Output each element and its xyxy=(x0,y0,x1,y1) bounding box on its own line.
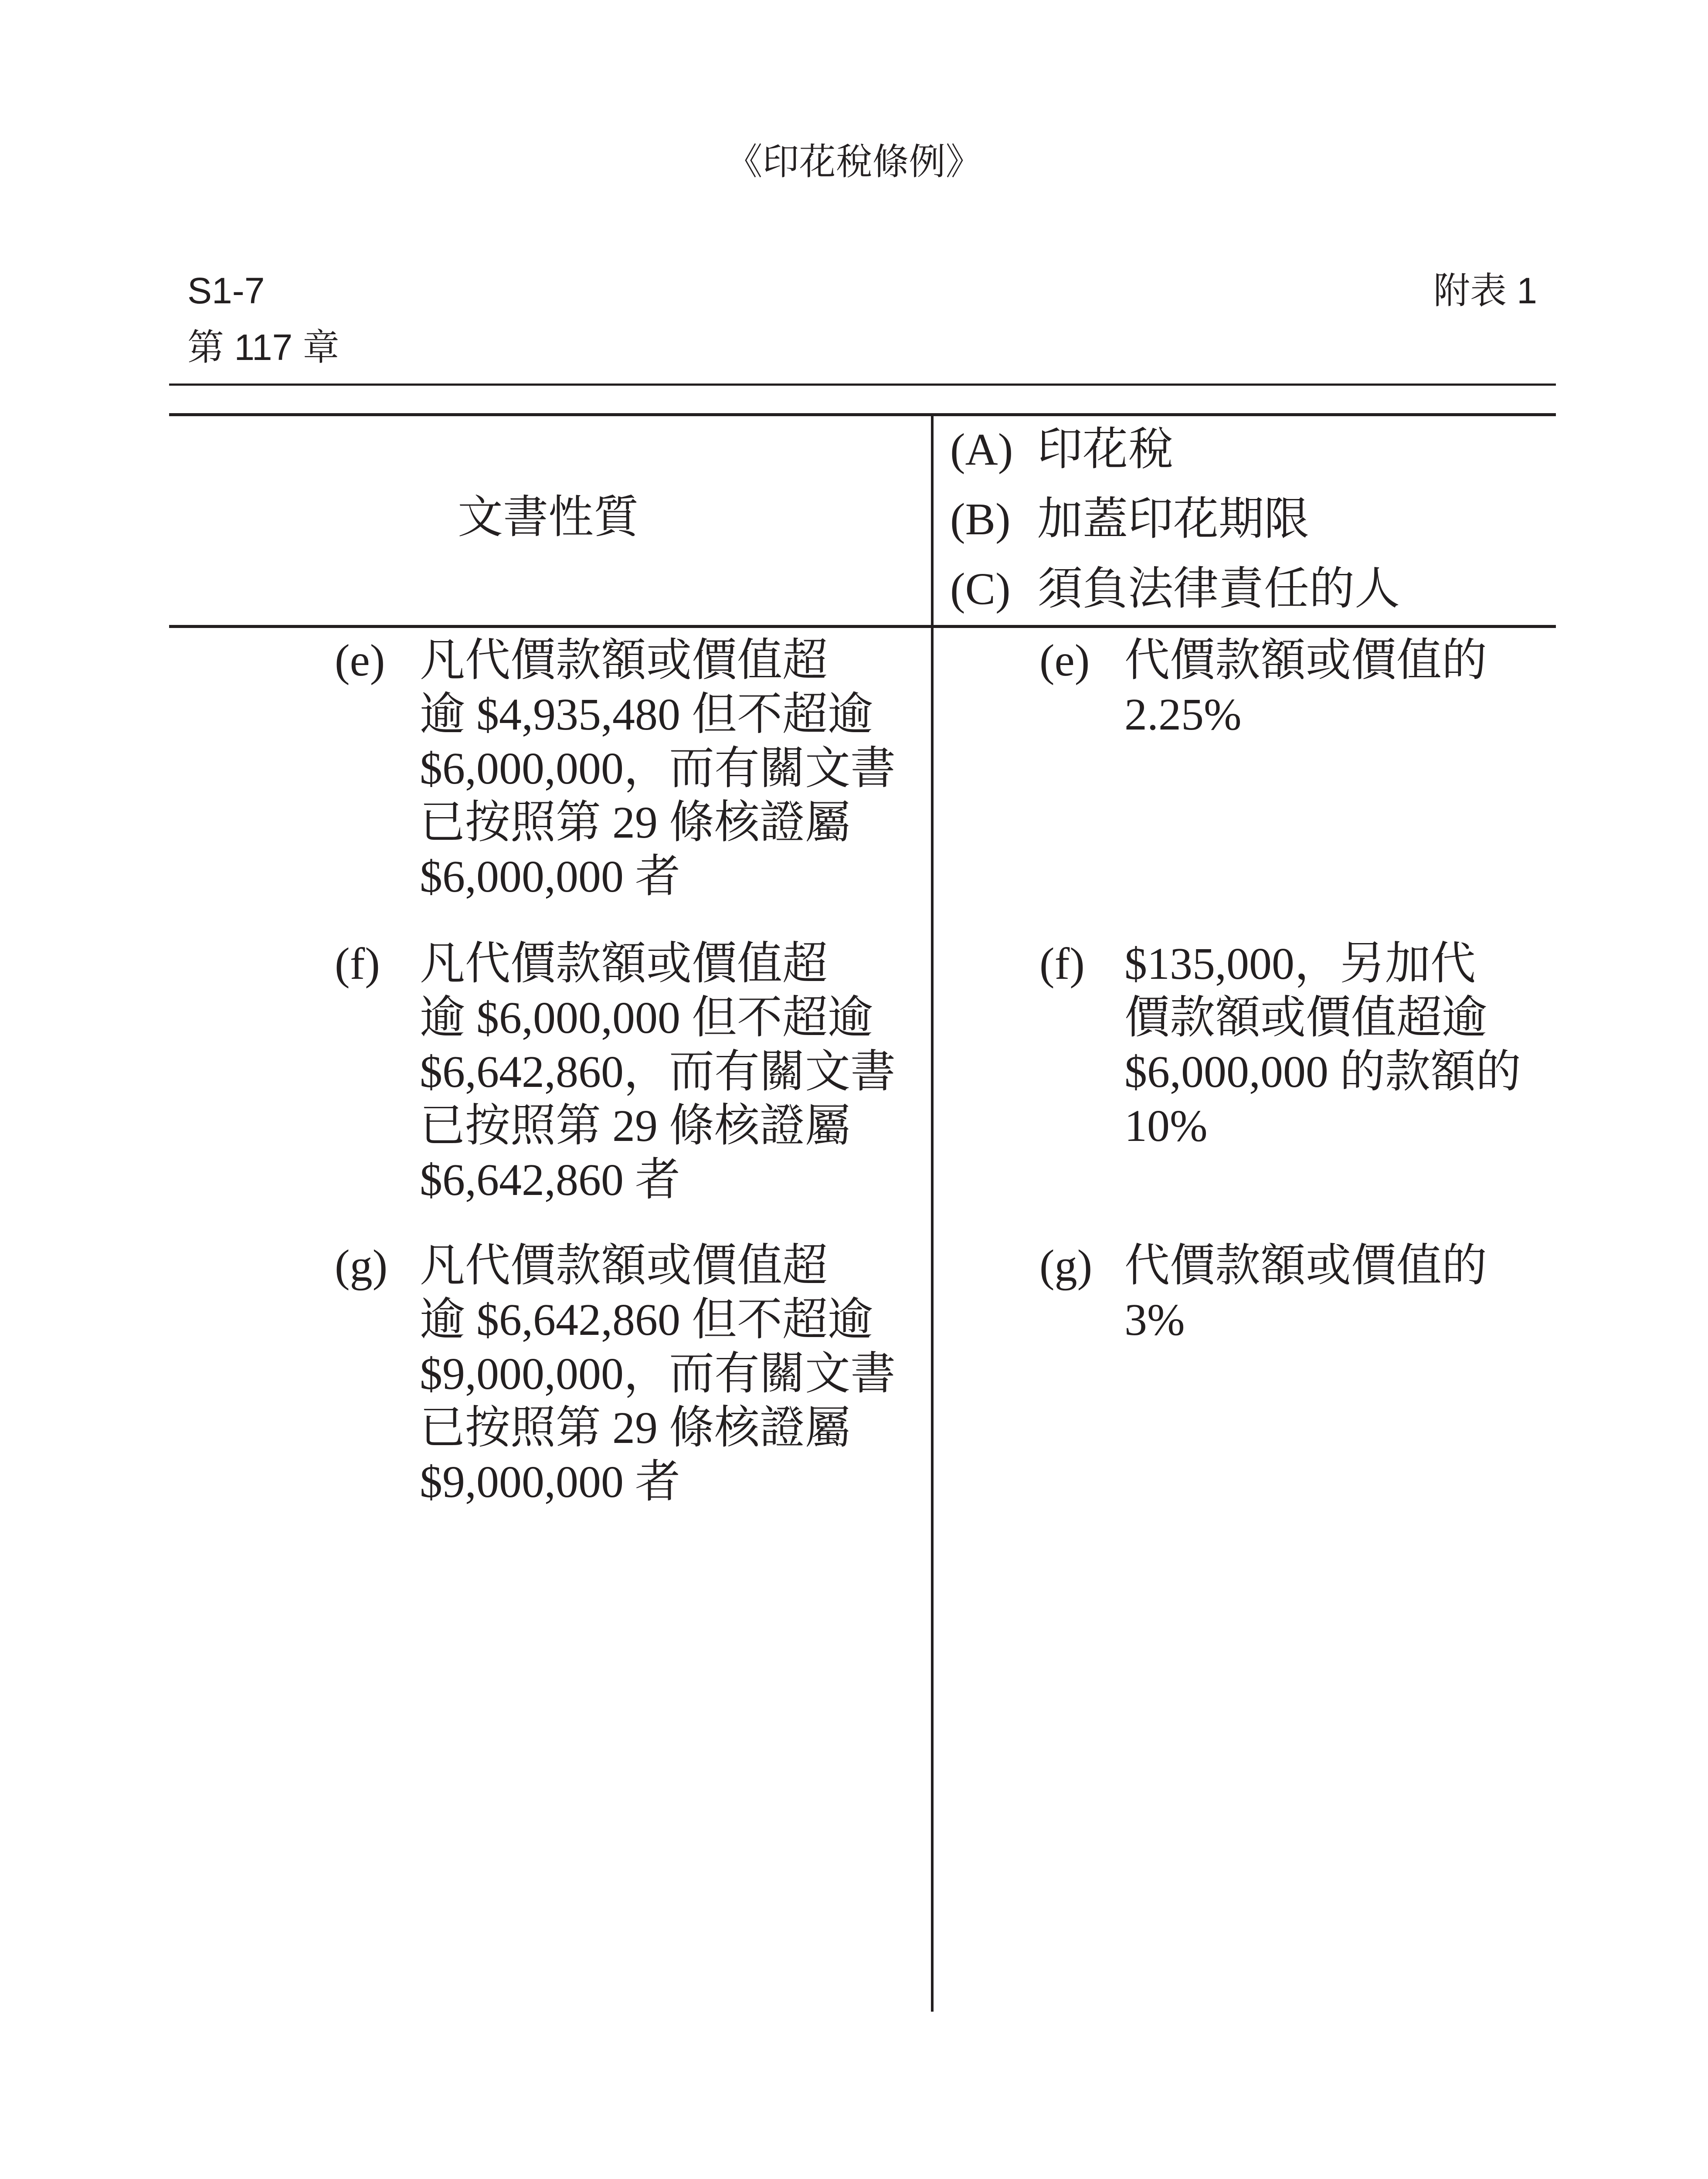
section-number: S1-7 xyxy=(187,270,265,311)
entry-label: (f) xyxy=(335,939,380,989)
chapter-number: 第 117 章 xyxy=(187,327,340,368)
nature-of-instrument-heading: 文書性質 xyxy=(458,492,639,543)
document-title: 《印花稅條例》 xyxy=(726,142,982,183)
entry-line: $6,642,860，而有關文書 xyxy=(420,1047,896,1097)
entry-line: 凡代價款額或價值超 xyxy=(420,1241,828,1291)
entry-line: 10% xyxy=(1124,1101,1208,1151)
heading-label: (C) xyxy=(950,564,1011,614)
heading-label: (A) xyxy=(950,424,1013,475)
entry-line: $9,000,000 者 xyxy=(420,1457,681,1507)
entry-label: (g) xyxy=(1039,1241,1093,1291)
heading-text: 加蓋印花期限 xyxy=(1037,494,1310,544)
entry-line: $6,000,000 者 xyxy=(420,852,681,902)
heading-text: 印花稅 xyxy=(1037,424,1174,475)
entry-line: 逾 $4,935,480 但不超逾 xyxy=(420,689,873,740)
entry-line: $6,642,860 者 xyxy=(420,1155,681,1205)
entry-line: 代價款額或價值的 xyxy=(1124,635,1487,686)
entry-label: (f) xyxy=(1039,939,1085,989)
heading-label: (B) xyxy=(950,494,1011,544)
entry-line: 2.25% xyxy=(1124,689,1242,740)
entry-line: 凡代價款額或價值超 xyxy=(420,635,828,686)
column-divider xyxy=(931,413,934,2012)
entry-line: 凡代價款額或價值超 xyxy=(420,939,828,989)
entry-line: 3% xyxy=(1124,1295,1185,1345)
entry-line: 已按照第 29 條核證屬 xyxy=(420,798,851,848)
entry-line: 已按照第 29 條核證屬 xyxy=(420,1101,851,1151)
table-top-rule xyxy=(169,413,1556,416)
entry-line: $9,000,000，而有關文書 xyxy=(420,1349,896,1399)
entry-label: (e) xyxy=(335,635,385,686)
entry-line: 代價款額或價值的 xyxy=(1124,1241,1487,1291)
entry-line: 價款額或價值超逾 xyxy=(1124,993,1487,1043)
entry-line: 逾 $6,642,860 但不超逾 xyxy=(420,1295,873,1345)
entry-line: $6,000,000，而有關文書 xyxy=(420,743,896,794)
table-heading-rule xyxy=(169,625,1556,628)
header-rule xyxy=(169,384,1556,386)
entry-line: 逾 $6,000,000 但不超逾 xyxy=(420,993,873,1043)
entry-label: (e) xyxy=(1039,635,1090,686)
entry-label: (g) xyxy=(335,1241,388,1291)
schedule-label: 附表 1 xyxy=(1433,270,1537,311)
entry-line: 已按照第 29 條核證屬 xyxy=(420,1403,851,1453)
entry-line: $6,000,000 的款額的 xyxy=(1124,1047,1521,1097)
heading-text: 須負法律責任的人 xyxy=(1037,564,1400,614)
entry-line: $135,000，另加代 xyxy=(1124,939,1476,989)
